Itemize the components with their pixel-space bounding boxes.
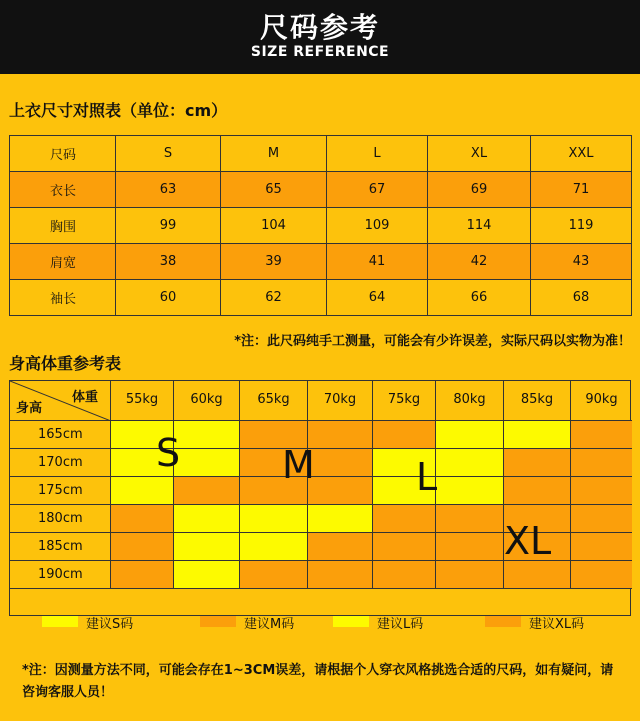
size-grid-cell: [436, 449, 504, 477]
table-cell: 65: [221, 172, 327, 208]
size-chart-table: [9, 135, 632, 316]
table-cell: 71: [531, 172, 632, 208]
size-grid-cell: [504, 477, 571, 505]
size-grid-cell: [174, 533, 240, 561]
legend-swatch: [485, 616, 521, 627]
table-cell: 69: [428, 172, 531, 208]
table-cell: 99: [116, 208, 221, 244]
weight-header-cell: 75kg: [373, 381, 436, 421]
size-grid-cell: [373, 533, 436, 561]
size-grid-cell: [111, 505, 174, 533]
size-table-title: 上衣尺寸对照表（单位：cm）: [9, 101, 228, 120]
legend-label: 建议L码: [377, 617, 424, 632]
size-grid-cell: [174, 477, 240, 505]
size-grid-cell: [174, 561, 240, 589]
weight-header-cell: 80kg: [436, 381, 504, 421]
size-grid-cell: [308, 449, 373, 477]
height-axis-label: 身高: [16, 401, 43, 416]
size-grid-cell: [571, 477, 632, 505]
weight-header-cell: 65kg: [240, 381, 308, 421]
height-weight-title: 身高体重参考表: [9, 354, 122, 373]
table-cell: 42: [428, 244, 531, 280]
size-grid-cell: [308, 561, 373, 589]
size-grid-cell: [373, 505, 436, 533]
bottom-note: *注：因测量方法不同，可能会存在1~3CM误差，请根据个人穿衣风格挑选合适的尺码，如有疑问，请咨询客服人员！: [22, 663, 614, 700]
size-grid-cell: [504, 561, 571, 589]
page-title: 尺码参考: [259, 11, 380, 44]
table-cell: 68: [531, 280, 632, 316]
header-banner: [0, 0, 640, 74]
size-grid-cell: [308, 505, 373, 533]
size-header-label: 尺码: [10, 136, 116, 172]
table-cell: 41: [327, 244, 428, 280]
table-cell: 109: [327, 208, 428, 244]
table-row: [10, 172, 632, 208]
legend-label: 建议S码: [86, 617, 134, 632]
table-cell: 38: [116, 244, 221, 280]
size-grid-cell: [436, 421, 504, 449]
row-label: 肩宽: [10, 244, 116, 280]
size-grid-cell: [111, 533, 174, 561]
height-label-cell: 185cm: [10, 533, 111, 561]
table-row: [10, 280, 632, 316]
table-cell: 114: [428, 208, 531, 244]
size-grid-cell: [571, 533, 632, 561]
row-label: 胸围: [10, 208, 116, 244]
size-grid-cell: [571, 505, 632, 533]
row-label: 袖长: [10, 280, 116, 316]
weight-axis-label: 体重: [71, 390, 98, 405]
legend-swatch: [42, 616, 78, 627]
size-grid-cell: [571, 561, 632, 589]
table-row: [10, 208, 632, 244]
size-grid-cell: [308, 421, 373, 449]
size-grid-cell: [373, 561, 436, 589]
legend-label: 建议M码: [244, 617, 295, 632]
size-header-cell: XXL: [531, 136, 632, 172]
size-grid-cell: [571, 449, 632, 477]
size-grid-cell: [240, 533, 308, 561]
size-header-cell: XL: [428, 136, 531, 172]
height-label-cell: 170cm: [10, 449, 111, 477]
size-grid-cell: [504, 449, 571, 477]
weight-header-cell: 85kg: [504, 381, 571, 421]
height-label-cell: 180cm: [10, 505, 111, 533]
table-cell: 63: [116, 172, 221, 208]
size-grid-cell: [436, 561, 504, 589]
height-label-cell: 175cm: [10, 477, 111, 505]
size-grid-cell: [240, 561, 308, 589]
size-grid-cell: [111, 477, 174, 505]
page-subtitle: SIZE REFERENCE: [250, 44, 390, 60]
size-grid-cell: [436, 477, 504, 505]
table-row: [10, 244, 632, 280]
weight-header-cell: 55kg: [111, 381, 174, 421]
table-cell: 67: [327, 172, 428, 208]
size-region-label: S: [156, 431, 181, 475]
height-label-cell: 165cm: [10, 421, 111, 449]
size-grid-cell: [174, 449, 240, 477]
weight-header-cell: 90kg: [571, 381, 632, 421]
size-header-cell: M: [221, 136, 327, 172]
size-grid-cell: [111, 561, 174, 589]
table-cell: 119: [531, 208, 632, 244]
size-grid-cell: [174, 505, 240, 533]
table-cell: 43: [531, 244, 632, 280]
size-region-label: M: [282, 443, 315, 487]
weight-header-cell: 60kg: [174, 381, 240, 421]
size-grid-cell: [308, 533, 373, 561]
table-cell: 62: [221, 280, 327, 316]
legend-swatch: [333, 616, 369, 627]
size-header-row: [10, 136, 632, 172]
size-table-note: *注：此尺码纯手工测量，可能会有少许误差，实际尺码以实物为准！: [234, 334, 631, 349]
size-region-label: L: [416, 455, 438, 499]
size-grid-cell: [308, 477, 373, 505]
height-label-cell: 190cm: [10, 561, 111, 589]
weight-header-cell: 70kg: [308, 381, 373, 421]
table-cell: 60: [116, 280, 221, 316]
table-cell: 104: [221, 208, 327, 244]
size-grid-cell: [240, 505, 308, 533]
size-header-cell: L: [327, 136, 428, 172]
height-weight-chart: [9, 380, 631, 616]
table-cell: 39: [221, 244, 327, 280]
legend-label: 建议XL码: [529, 617, 585, 632]
table-cell: 66: [428, 280, 531, 316]
size-grid-cell: [571, 421, 632, 449]
size-grid-cell: [436, 505, 504, 533]
row-label: 衣长: [10, 172, 116, 208]
table-cell: 64: [327, 280, 428, 316]
legend-swatch: [200, 616, 236, 627]
size-grid-cell: [174, 421, 240, 449]
size-grid-cell: [436, 533, 504, 561]
corner-header: [10, 381, 111, 421]
size-region-label: XL: [504, 519, 552, 563]
size-grid-cell: [504, 421, 571, 449]
size-header-cell: S: [116, 136, 221, 172]
size-grid-cell: [373, 421, 436, 449]
